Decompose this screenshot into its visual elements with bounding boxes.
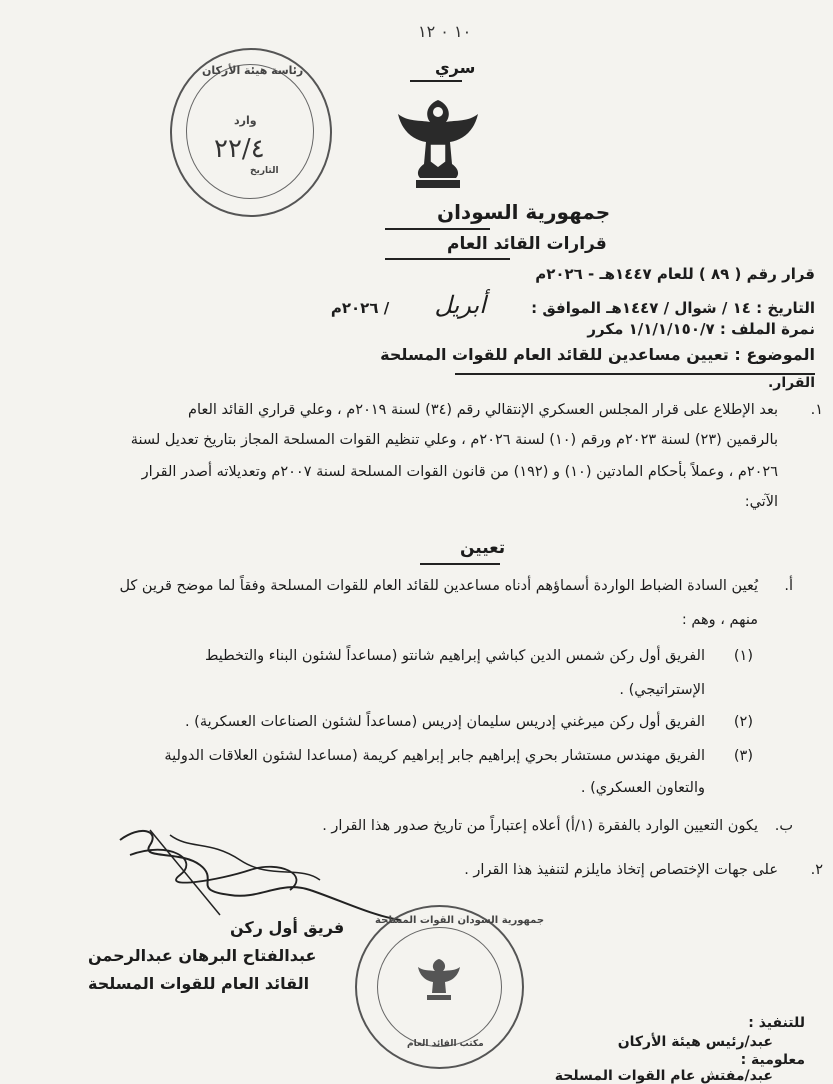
classification-label: سري bbox=[435, 58, 476, 77]
paragraph-1-line: الآتي: bbox=[744, 494, 778, 510]
appointee-3-line: والتعاون العسكري) . bbox=[580, 780, 705, 796]
incoming-stamp bbox=[170, 48, 332, 217]
execution-recipient: عبد/رئيس هيئة الأركان bbox=[617, 1034, 773, 1050]
appointment-heading: تعيين bbox=[460, 538, 506, 558]
incoming-stamp-ring-text: رئاسة هيئة الأركان bbox=[202, 64, 304, 77]
signer-rank: فريق أول ركن bbox=[230, 918, 345, 937]
republic-title: جمهورية السودان bbox=[437, 200, 611, 224]
office-seal-emblem-icon bbox=[415, 955, 463, 1005]
signer-title: القائد العام للقوات المسلحة bbox=[88, 974, 310, 993]
appointee-1-number: (١) bbox=[733, 648, 753, 664]
top-reference-number: ١٠ ٠ ١٢ bbox=[418, 22, 472, 41]
paragraph-a-label: أ. bbox=[784, 578, 793, 594]
incoming-stamp-label: وارد bbox=[234, 114, 257, 127]
paragraph-a-line: يُعين السادة الضباط الواردة أسماؤهم أدناه مساعدين للقائد العام للقوات المسلحة وفقاً لما موضح قرين كل bbox=[119, 578, 758, 594]
paragraph-1-line: ٢٠٢٦م ، وعملاً بأحكام المادتين (١٠) و (١٩٢) من قانون القوات المسلحة لسنة ٢٠٠٧م وتعديلاته أصدر القرار bbox=[141, 464, 778, 480]
information-recipient: عبد/مفتش عام القوات المسلحة bbox=[554, 1068, 773, 1084]
republic-underline bbox=[385, 228, 490, 230]
execution-label: للتنفيذ : bbox=[748, 1015, 805, 1031]
appointee-3-number: (٣) bbox=[733, 748, 753, 764]
incoming-stamp-date-label: التاريخ bbox=[250, 166, 279, 176]
paragraph-b-text: يكون التعيين الوارد بالفقرة (١/أ) أعلاه إعتباراً من تاريخ صدور هذا القرار . bbox=[322, 818, 758, 834]
paragraph-2-text: على جهات الإختصاص إتخاذ مايلزم لتنفيذ هذا القرار . bbox=[464, 862, 778, 878]
paragraph-1-number: ١. bbox=[810, 402, 823, 418]
appointee-2-number: (٢) bbox=[733, 714, 753, 730]
decision-date-suffix: / ٢٠٢٦م bbox=[330, 299, 390, 317]
sudan-emblem-icon bbox=[390, 92, 486, 192]
appointment-heading-underline bbox=[420, 563, 500, 565]
incoming-stamp-inner-ring bbox=[186, 64, 314, 199]
incoming-stamp-number: ٢٢/٤ bbox=[214, 134, 265, 164]
decision-date-prefix: التاريخ : ١٤ / شوال / ١٤٤٧هـ الموافق : bbox=[531, 299, 815, 317]
paragraph-1-line: بالرقمين (٢٣) لسنة ٢٠٢٣م ورقم (١٠) لسنة ٢٠٢٦م ، وعلي تنظيم القوات المسلحة المجاز بتاريخ تعديل لسنة bbox=[130, 432, 778, 448]
appointee-2-line: الفريق أول ركن ميرغني إدريس سليمان إدريس (مساعداً لشئون الصناعات العسكرية) . bbox=[184, 714, 705, 730]
office-seal-ring-text: جمهورية السودان القوات المسلحة bbox=[375, 915, 545, 926]
subject-line: الموضوع : تعيين مساعدين للقائد العام للقوات المسلحة bbox=[380, 345, 815, 364]
decisions-underline bbox=[385, 258, 510, 260]
subject-underline bbox=[455, 373, 815, 375]
appointee-1-line: الفريق أول ركن شمس الدين كباشي إبراهيم شانتو (مساعداً لشئون البناء والتخطيط bbox=[204, 648, 705, 664]
appointee-1-line: الإستراتيجي) . bbox=[619, 682, 705, 698]
decision-number: قرار رقم ( ٨٩ ) للعام ١٤٤٧هـ - ٢٠٢٦م bbox=[535, 265, 815, 283]
decision-label: القرار. bbox=[767, 375, 815, 391]
handwritten-signature bbox=[110, 820, 410, 930]
decision-date bbox=[331, 291, 815, 319]
paragraph-2-number: ٢. bbox=[810, 862, 823, 878]
classification-underline bbox=[410, 80, 462, 82]
decision-date-handwritten-month: أبريل bbox=[434, 291, 486, 319]
signer-name: عبدالفتاح البرهان عبدالرحمن bbox=[88, 946, 317, 965]
paragraph-b-label: ب. bbox=[774, 818, 793, 834]
file-number: نمرة الملف : ١/١/١/١٥٠/٧ مكرر bbox=[587, 320, 815, 338]
information-label: معلومية : bbox=[740, 1052, 805, 1068]
appointee-3-line: الفريق مهندس مستشار بحري إبراهيم جابر إبراهيم كريمة (مساعدا لشئون العلاقات الدولية bbox=[164, 748, 705, 764]
decisions-title: قرارات القائد العام bbox=[447, 234, 607, 254]
paragraph-a-line: منهم ، وهم : bbox=[681, 612, 758, 628]
office-seal bbox=[355, 905, 545, 1069]
office-seal-inner-text: مكتب القائد العام bbox=[407, 1039, 484, 1049]
paragraph-1-line: بعد الإطلاع على قرار المجلس العسكري الإنتقالي رقم (٣٤) لسنة ٢٠١٩م ، وعلي قراري القائد العام bbox=[188, 402, 778, 418]
